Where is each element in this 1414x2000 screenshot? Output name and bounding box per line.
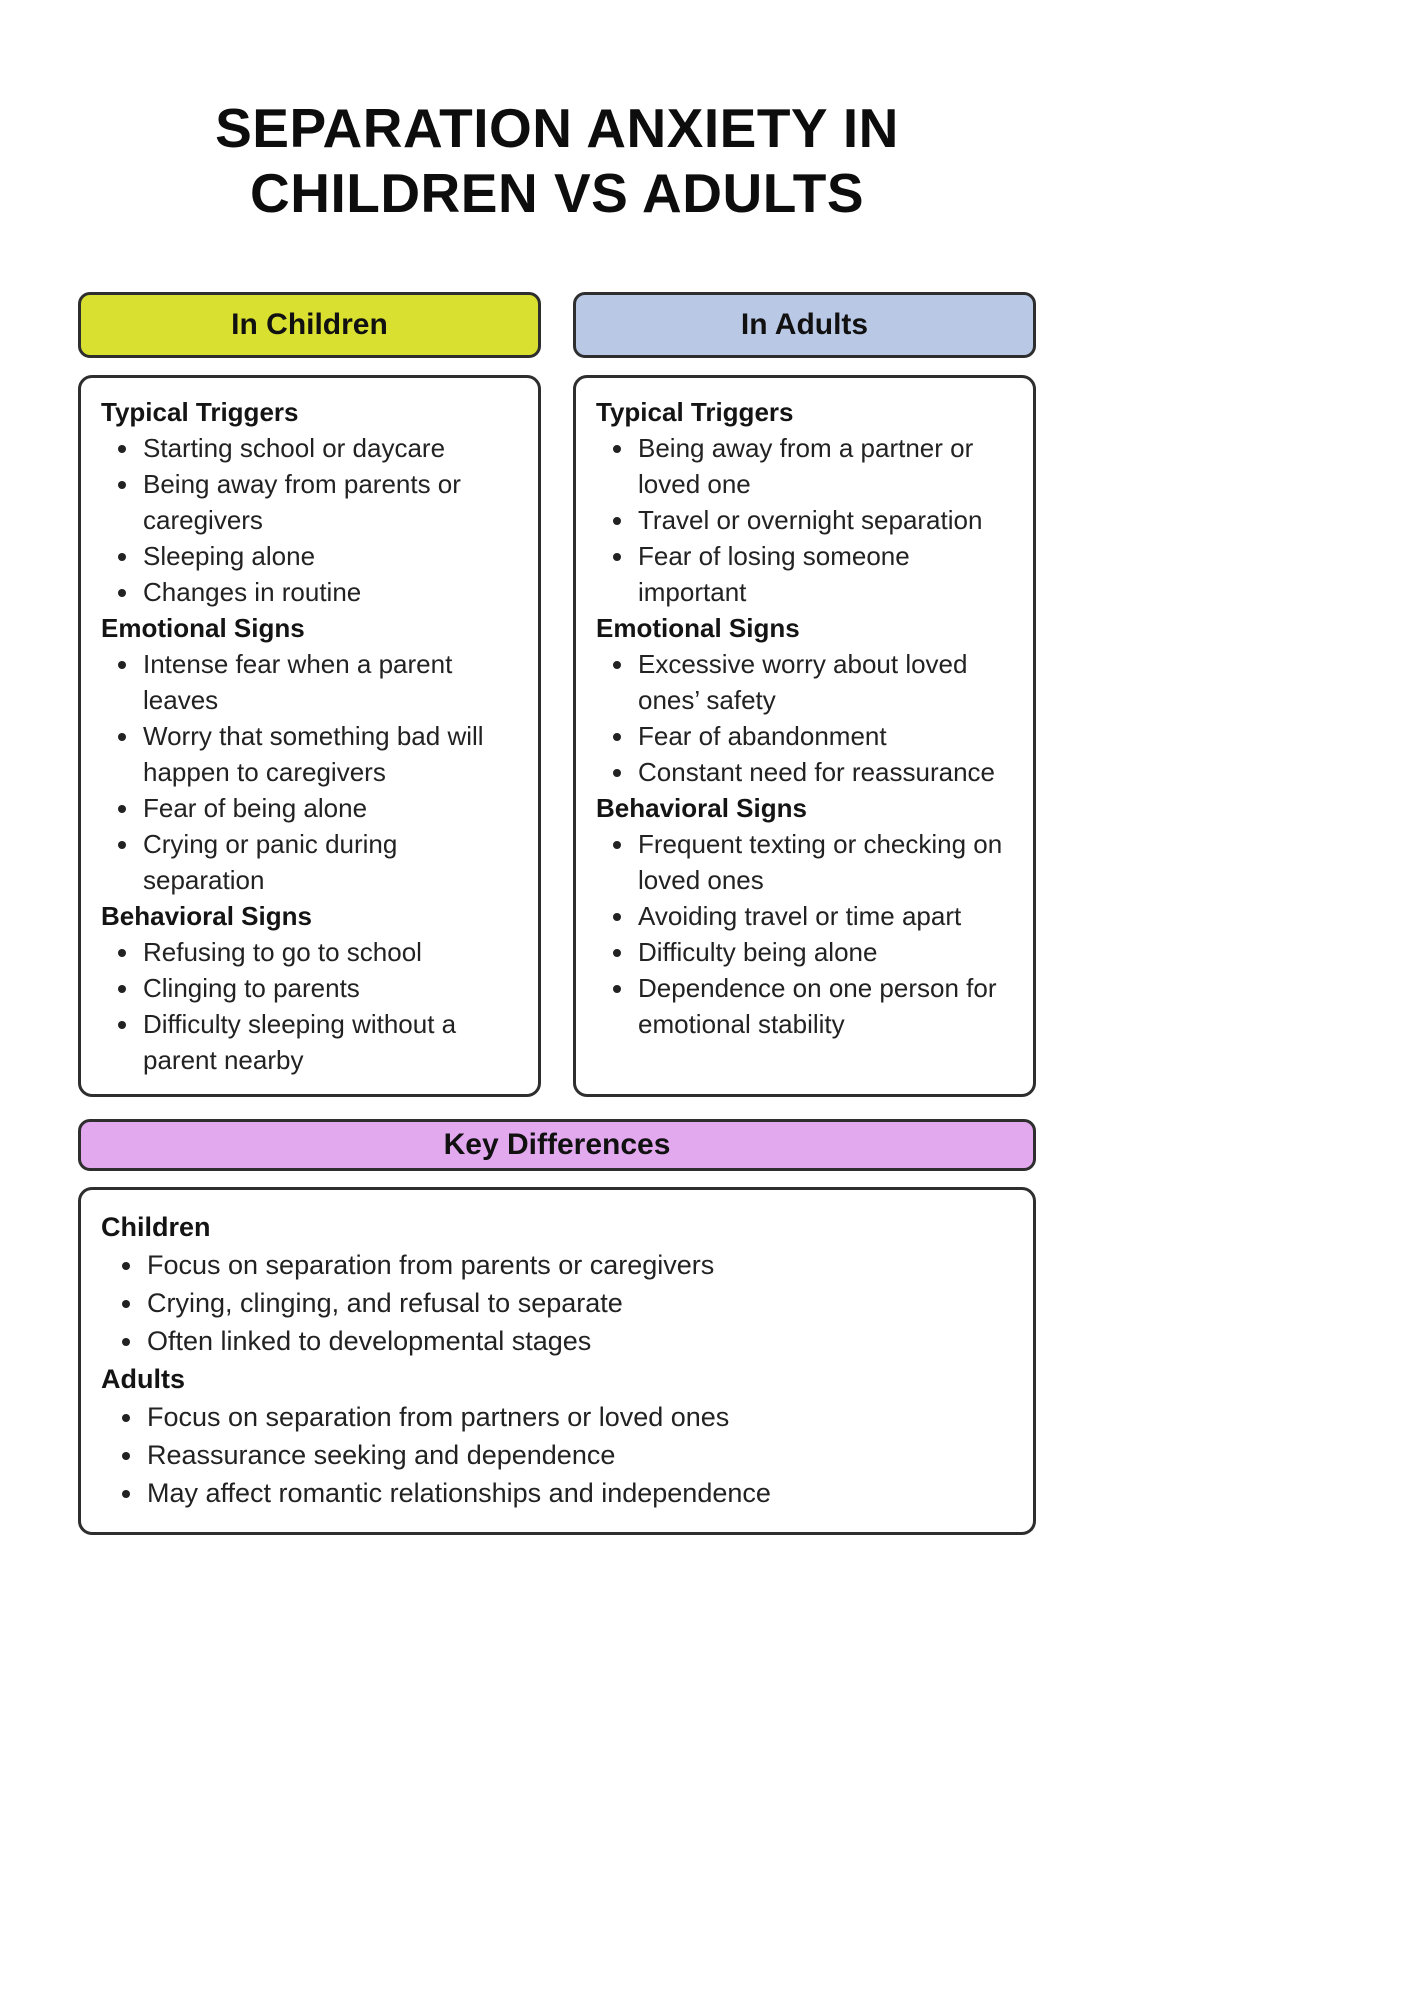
bullet-list xyxy=(590,430,1017,610)
bullet-item: • Frequent texting or checking on loved ones xyxy=(636,826,1017,898)
bullet-list xyxy=(95,934,522,1078)
section-heading: Emotional Signs xyxy=(101,612,305,643)
bullet-list xyxy=(95,646,522,898)
page-title xyxy=(78,96,1036,226)
bullet-item: • Crying, clinging, and refusal to separate xyxy=(145,1284,1011,1322)
section-heading: Typical Triggers xyxy=(101,396,299,427)
bullet-list xyxy=(95,430,522,610)
adults-column-box xyxy=(573,375,1036,1097)
bullet-item: • Being away from a partner or loved one xyxy=(636,430,1017,502)
section-heading: Behavioral Signs xyxy=(596,792,807,823)
bullet-item: • Refusing to go to school xyxy=(141,934,522,970)
section-heading: Children xyxy=(101,1211,211,1242)
bullet-item: • Changes in routine xyxy=(141,574,522,610)
key-differences-header: Key Differences xyxy=(78,1119,1036,1171)
bullet-item: • Clinging to parents xyxy=(141,970,522,1006)
key-differences-box xyxy=(78,1187,1036,1535)
column-adults xyxy=(573,292,1036,1097)
bullet-item: • Sleeping alone xyxy=(141,538,522,574)
adults-column-header: In Adults xyxy=(573,292,1036,358)
section-heading: Adults xyxy=(101,1363,185,1394)
bullet-item: • Fear of abandonment xyxy=(636,718,1017,754)
column-children xyxy=(78,292,541,1097)
bullet-list xyxy=(590,826,1017,1042)
bullet-list xyxy=(95,1246,1011,1360)
bullet-item: • Dependence on one person for emotional stability xyxy=(636,970,1017,1042)
comparison-columns xyxy=(78,292,1036,1097)
bullet-item: • Fear of losing someone important xyxy=(636,538,1017,610)
bullet-item: • Reassurance seeking and dependence xyxy=(145,1436,1011,1474)
bullet-item: • May affect romantic relationships and independence xyxy=(145,1474,1011,1512)
bullet-item: • Fear of being alone xyxy=(141,790,522,826)
section-heading: Emotional Signs xyxy=(596,612,800,643)
bullet-item: • Excessive worry about loved ones’ safety xyxy=(636,646,1017,718)
bullet-item: • Constant need for reassurance xyxy=(636,754,1017,790)
bullet-item: • Focus on separation from partners or loved ones xyxy=(145,1398,1011,1436)
bullet-item: • Difficulty sleeping without a parent nearby xyxy=(141,1006,522,1078)
bullet-item: • Avoiding travel or time apart xyxy=(636,898,1017,934)
bullet-item: • Crying or panic during separation xyxy=(141,826,522,898)
bullet-item: • Focus on separation from parents or caregivers xyxy=(145,1246,1011,1284)
bullet-item: • Starting school or daycare xyxy=(141,430,522,466)
page-title-line-1: SEPARATION ANXIETY IN xyxy=(215,97,899,159)
bullet-item: • Difficulty being alone xyxy=(636,934,1017,970)
bullet-item: • Worry that something bad will happen to caregivers xyxy=(141,718,522,790)
section-heading: Typical Triggers xyxy=(596,396,794,427)
bullet-item: • Intense fear when a parent leaves xyxy=(141,646,522,718)
bullet-list xyxy=(95,1398,1011,1512)
section-heading: Behavioral Signs xyxy=(101,900,312,931)
bullet-item: • Often linked to developmental stages xyxy=(145,1322,1011,1360)
poster-content xyxy=(78,0,1036,1535)
children-column-header: In Children xyxy=(78,292,541,358)
bullet-item: • Travel or overnight separation xyxy=(636,502,1017,538)
bullet-list xyxy=(590,646,1017,790)
children-column-box xyxy=(78,375,541,1097)
page-title-line-2: CHILDREN VS ADULTS xyxy=(250,161,864,224)
bullet-item: • Being away from parents or caregivers xyxy=(141,466,522,538)
